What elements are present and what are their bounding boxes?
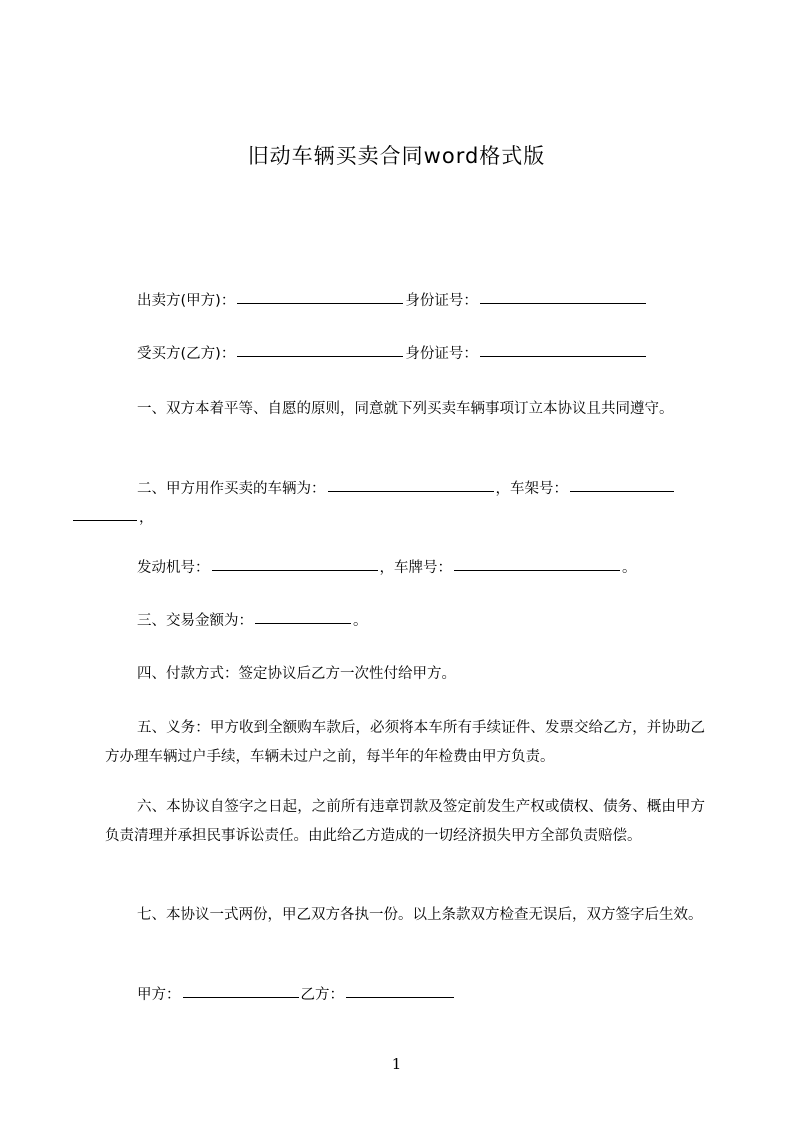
engine-number-blank [212, 569, 378, 571]
party-b-label: 乙方： [300, 987, 344, 1003]
engine-line-end: 。 [622, 560, 637, 576]
party-a-label: 甲方： [137, 987, 181, 1003]
buyer-label: 受买方(乙方)： [137, 346, 236, 362]
seller-name-blank [237, 302, 403, 304]
clause-3 [105, 607, 737, 635]
frame-number-blank-2 [73, 519, 137, 521]
buyer-line [105, 340, 737, 368]
clause-2-end: ， [139, 510, 154, 526]
frame-number-blank-1 [570, 490, 674, 492]
seller-id-blank [480, 302, 646, 304]
clause-1: 一、双方本着平等、自愿的原则，同意就下列买卖车辆事项订立本协议且共同遵守。 [137, 401, 674, 417]
seller-label: 出卖方(甲方)： [137, 293, 236, 309]
signature-line [105, 981, 737, 1009]
page-title: 旧动车辆买卖合同word格式版 [247, 144, 546, 168]
vehicle-blank [328, 490, 494, 492]
seller-line [105, 287, 737, 315]
engine-number-label: 发动机号： [137, 560, 210, 576]
clause-7: 七、本协议一式两份，甲乙双方各执一份。以上条款双方检查无误后，双方签字后生效。 [137, 907, 703, 923]
clause-2 [105, 475, 705, 533]
amount-label: 三、交易金额为： [137, 613, 253, 629]
clause-4: 四、付款方式：签定协议后乙方一次性付给甲方。 [137, 666, 456, 682]
amount-blank [255, 622, 351, 624]
clause-2-label: 二、甲方用作买卖的车辆为： [137, 481, 326, 497]
clause-3-end: 。 [353, 613, 368, 629]
seller-id-label: 身份证号： [405, 293, 478, 309]
buyer-name-blank [237, 355, 403, 357]
plate-number-blank [454, 569, 620, 571]
frame-number-label: ，车架号： [495, 481, 568, 497]
clause-5: 五、义务：甲方收到全额购车款后，必须将本车所有手续证件、发票交给乙方，并协助乙方办理车辆过户手续，车辆未过户之前，每半年的年检费由甲方负责。 [105, 720, 705, 765]
page-number: 1 [391, 1055, 402, 1073]
buyer-id-label: 身份证号： [405, 346, 478, 362]
buyer-id-blank [480, 355, 646, 357]
engine-plate-line [105, 554, 737, 582]
party-a-signature-blank [183, 996, 299, 998]
plate-number-label: ，车牌号： [379, 560, 452, 576]
clause-6: 六、本协议自签字之日起，之前所有违章罚款及签定前发生产权或债权、债务、概由甲方负责清理并承担民事诉讼责任。由此给乙方造成的一切经济损失甲方全部负责赔偿。 [105, 799, 705, 844]
party-b-signature-blank [346, 996, 454, 998]
